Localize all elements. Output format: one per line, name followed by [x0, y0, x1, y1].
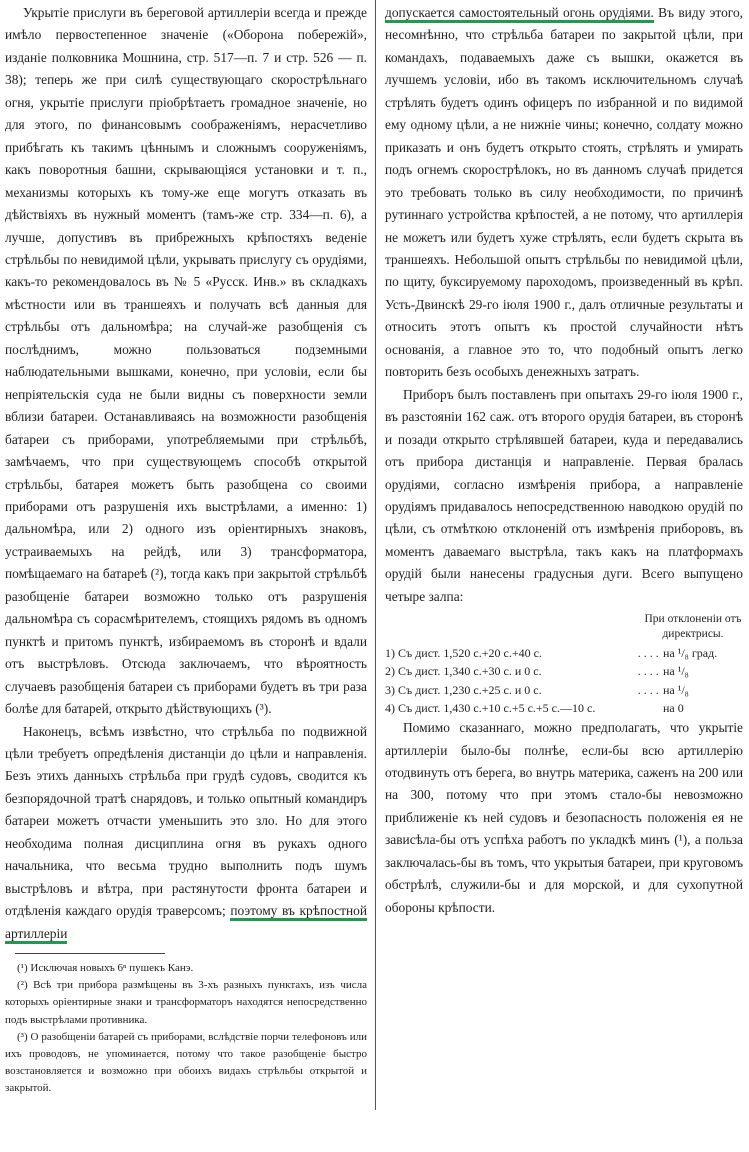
table-cell-shot: 2) Съ дист. 1,340 с.+30 с. и 0 с.	[385, 664, 542, 679]
left-paragraph-2-text: Наконецъ, всѣмъ извѣстно, что стрѣльба по подвижной цѣли требуетъ опредѣленія дистанціи до цѣли и направленія. Безъ этихъ данныхъ стрѣльба при грудѣ судовъ, сводится къ безпорядочной тратѣ снарядовъ, и только опытный командиръ батареи можетъ отчасти уменьшить это зло. Но для этого необходима полная дисциплина огня въ рукахъ одного начальника, что весьма трудно выполнить подъ шумъ выстрѣловъ и вѣтра, при растянутости фронта батареи и отдѣленія каждаго орудія траверсомъ;	[5, 723, 367, 919]
left-paragraph-2	[5, 721, 367, 946]
table-row	[385, 662, 743, 680]
table-row	[385, 681, 743, 699]
table-cell-result: на ¹/₈	[663, 664, 689, 679]
footnote-separator	[15, 953, 165, 954]
right-paragraph-1	[385, 2, 743, 384]
footnote-1: (¹) Исключая новыхъ 6ⁿ пушекъ Канэ.	[17, 962, 194, 975]
table-cell-result: на ¹/₈ град.	[663, 646, 718, 661]
table-header: При отклоненіи отъ директрисы.	[644, 613, 742, 641]
table-cell-shot: 3) Съ дист. 1,230 с.+25 с. и 0 с.	[385, 682, 542, 697]
table-cell-dots	[638, 699, 663, 717]
right-paragraph-1-text: Въ виду этого, несомнѣнно, что стрѣльба батареи по закрытой цѣли, при командахъ, подаваемыхъ даже съ вышки, окажется въ лучшемъ условіи, ибо въ такомъ исключительномъ случаѣ стрѣлять будетъ одинъ офицеръ по избранной и по видимой ему одному цѣли, а не нижніе чины; конечно, солдату можно приказать и онъ будетъ открыто стоять, стрѣлять и умирать подъ огнемъ скорострѣлокъ, но въ данномъ случаѣ придется это требовать только въ силу необходимости, по причинѣ рутиннаго устройства крѣпостей, а не потому, что артиллерія не можетъ или будетъ хуже стрѣлять, если будетъ скрыта въ траншеяхъ. Небольшой опытъ стрѣльбы по невидимой цѣли, по щиту, буксируемому пароходомъ, произведенный въ крѣп. Усть-Двинскѣ 29-го іюля 1900 г., далъ отличные результаты и относить этотъ опытъ къ простой случайности нѣтъ основанія, а главное это то, что подобный опытъ легко повторить безъ особыхъ денежныхъ затратъ.	[385, 5, 743, 380]
left-paragraph-1: Укрытіе прислуги въ береговой артиллеріи всегда и прежде имѣло первостепенное значеніе («Оборона побережій», изданіе полковника Мошнина, стр. 517—п. 7 и стр. 526 — п. 38); теперь же при силѣ существующаго скорострѣльнаго огня, укрытіе прислуги пріобрѣтаетъ громадное значеніе, но для этого, по финансовымъ соображеніямъ, нерасчетливо прибѣгать къ такимъ цѣннымъ и сложнымъ сооруженіямъ, какъ поворотныя башни, скрывающіяся установки и т. п., механизмы которыхъ къ тому-же еще могутъ отказать въ дѣйствіяхъ въ нужный моментъ (тамъ-же стр. 334—п. 6), а лучше, допустивъ въ прибрежныхъ крѣпостяхъ веденіе стрѣльбы по невидимой цѣли, укрывать прислугу съ орудіями, какъ-то рекомендовалось въ № 5 «Русск. Инв.» въ складкахъ мѣстности или въ траншеяхъ и получать всѣ данныя для стрѣльбы отъ дальномѣра; на случай-же разобщенія съ послѣднимъ, можно пользоваться подземными наблюдательными вышками, конечно, при условіи, если бы непріятельскія суда не были видны съ поверхности земли вблизи батареи. Останавливаясь на возможности разобщенія батареи съ приборами, употребляемыми при стрѣльбѣ, замѣчаемъ, что при существующемъ способѣ открытой стрѣльбы, батарея можетъ быть разобщена со своими приборами отъ разрушенія ихъ выстрѣлами, а именно: 1) дальномѣра, или 2) одного изъ оріентирныхъ знаковъ, устраиваемыхъ на рейдѣ, или 3) трансформатора, помѣщаемаго на батареѣ (²), тогда какъ при закрытой стрѣльбѣ разобщеніе батареи возможно только отъ разрушенія дальномѣра съ сорасмѣрителемъ, стоящихъ рядомъ въ одномъ пунктѣ и притомъ пунктѣ, избираемомъ въ сторонѣ и вдали отъ выстрѣловъ. Отсюда заключаемъ, что вѣроятность случаевъ разобщенія батареи съ приборами будетъ въ три раза болѣе для батарей, открыто дѣйствующихъ (³).	[5, 5, 367, 717]
table-row	[385, 699, 743, 717]
table-cell-dots: . . . .	[637, 646, 659, 661]
table-cell-dots: . . . .	[637, 664, 659, 679]
highlight-left: поэтому въ крѣпостной артиллеріи	[5, 903, 367, 943]
right-paragraph-2: Приборъ былъ поставленъ при опытахъ 29-го іюля 1900 г., въ разстояніи 162 саж. отъ второго орудія батареи, въ сторонѣ и позади открыто стрѣлявшей батареи, куда и передавались отъ прибора дистанція и направленіе. Первая бралась орудіями, согласно измѣренія прибора, а направленіе орудіямъ придавалось непосредственною наводкою орудій по цѣли, съ отмѣткою отклоненій отъ измѣренія приборовъ, въ моментъ даваемаго выстрѣла, такъ какъ на платформахъ орудій были нанесены градусныя дуги. Всего выпущено четыре залпа:	[385, 386, 743, 604]
footnote-3: (³) О разобщеніи батарей съ приборами, вслѣдствіе порчи телефоновъ или ихъ проводовъ, не упоминается, потому что такое разобщеніе быстро возстановляется и возможно при обоихъ видахъ стрѣльбы открытой и закрытой.	[5, 1030, 367, 1095]
right-paragraph-3: Помимо сказаннаго, можно предполагать, что укрытіе артиллеріи было-бы полнѣе, если-бы всю артиллерію отодвинуть отъ берега, во внутрь материка, саженъ на 200 или на 300, потому что при этомъ стало-бы невозможно приближеніе къ ней судовъ и безопасность положенія ея не зависѣла-бы отъ успѣха работъ по укладкѣ минъ (¹), а польза заключалась-бы въ томъ, что укрытыя батареи, при круговомъ обстрѣлѣ, служили-бы и для морской, и для сухопутной обороны крѣпости.	[385, 720, 743, 915]
table-cell-result: на ¹/₈	[663, 682, 689, 697]
left-column	[0, 0, 371, 1098]
right-column	[381, 0, 746, 919]
table-cell-shot: 1) Съ дист. 1,520 с.+20 с.+40 с.	[385, 646, 542, 661]
table-cell-shot: 4) Съ дист. 1,430 с.+10 с.+5 с.+5 с.—10 с.	[385, 700, 596, 715]
highlight-right: допускается самостоятельный огонь орудіями.	[385, 5, 654, 23]
table-cell-result: на 0	[663, 700, 684, 715]
table-cell-dots: . . . .	[637, 682, 659, 697]
column-divider	[375, 0, 376, 1110]
table-row	[385, 644, 743, 662]
salvo-table	[385, 644, 743, 717]
footnote-2: (²) Всѣ три прибора размѣщены въ 3-хъ разныхъ пунктахъ, изъ числа которыхъ оріентирные знаки и трансформаторъ находятся непосредственно подъ выстрѣлами противника.	[5, 979, 367, 1026]
